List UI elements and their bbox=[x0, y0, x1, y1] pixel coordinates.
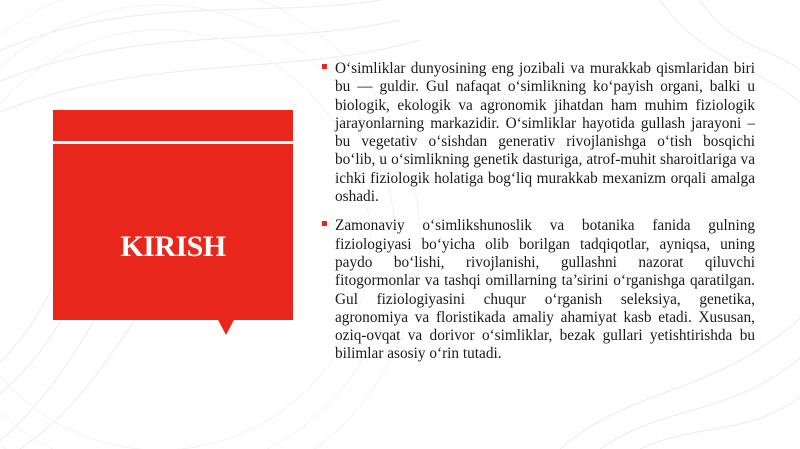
bullet-list bbox=[322, 60, 755, 375]
bullet-item bbox=[322, 60, 755, 206]
title-block bbox=[53, 110, 293, 320]
bullet-square-icon bbox=[322, 221, 327, 226]
title-pointer-triangle bbox=[217, 318, 235, 335]
slide-title: KIRISH bbox=[120, 230, 226, 263]
bullet-text: Zamonaviy o‘simlikshunoslik va botanika fanida gulning fiziologiyasi bo‘yicha olib borilgan tadqiqotlar, ayniqsa, uning paydo bo‘lishi, rivojlanishi, gullashni nazorat qiluvchi fitogormonlar va tashqi omillarning ta’sirini o‘rganishga qaratilgan. Gul fiziologiyasini chuqur o‘rganish seleksiya, genetika, agronomiya va floristikada amaliy ahamiyat kasb etadi. Xususan, oziq-ovqat va dorivor o‘simliklar, bezak gullari yetishtirishda bu bilimlar asosiy o‘rin tutadi. bbox=[335, 217, 755, 363]
title-top-band bbox=[53, 110, 293, 141]
bullet-square-icon bbox=[322, 64, 327, 69]
bullet-item bbox=[322, 217, 755, 363]
title-panel bbox=[53, 144, 293, 320]
bullet-text: O‘simliklar dunyosining eng jozibali va murakkab qismlaridan biri bu — guldir. Gul nafaqat o‘simlikning ko‘payish organi, balki u biologik, ekologik va agronomik jihatdan ham muhim fiziologik jarayonlarning markazidir. O‘simliklar hayotida gullash jarayoni – bu vegetativ o‘sishdan generativ rivojlanishga o‘tish bosqichi bo‘lib, u o‘simlikning genetik dasturiga, atrof-muhit sharoitlariga va ichki fiziologik holatiga bog‘liq murakkab mexanizm orqali amalga oshadi. bbox=[335, 60, 755, 206]
